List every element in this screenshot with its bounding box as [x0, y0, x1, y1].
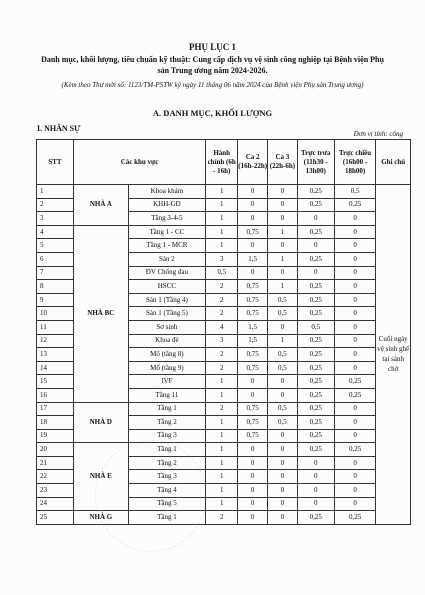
cell-afternoon: 0 — [334, 348, 376, 362]
cell-shift2: 0 — [238, 198, 268, 212]
cell-admin: 1 — [206, 497, 238, 511]
cell-admin: 1 — [206, 198, 238, 212]
cell-shift2: 0 — [238, 497, 268, 511]
cell-zone: Sản 2 — [128, 252, 205, 266]
cell-stt: 8 — [37, 280, 74, 294]
cell-admin: 2 — [206, 280, 238, 294]
section-1-heading: I. NHÂN SỰ — [37, 124, 81, 133]
cell-stt: 19 — [37, 429, 74, 443]
cell-shift3: 1 — [268, 225, 298, 239]
table-row — [37, 511, 411, 525]
cell-noon: 0 — [297, 497, 334, 511]
header-area: Các khu vực — [73, 140, 205, 185]
cell-stt: 1 — [37, 185, 74, 199]
cell-admin: 1 — [206, 185, 238, 199]
cell-afternoon: 0 — [334, 225, 376, 239]
cell-admin: 4 — [206, 320, 238, 334]
cell-noon: 0 — [297, 456, 334, 470]
cell-afternoon: 0,25 — [334, 511, 376, 525]
cell-afternoon: 0 — [334, 416, 376, 430]
cell-zone: Tầng 2 — [128, 456, 205, 470]
cell-noon: 0,25 — [297, 416, 334, 430]
cell-noon: 0,25 — [297, 511, 334, 525]
cell-admin: 1 — [206, 225, 238, 239]
cell-noon: 0 — [297, 470, 334, 484]
header-shift3: Ca 3 (22h-6h) — [268, 140, 298, 185]
cell-admin: 3 — [206, 252, 238, 266]
cell-admin: 1 — [206, 212, 238, 226]
cell-afternoon: 0 — [334, 320, 376, 334]
cell-afternoon: 0 — [334, 484, 376, 498]
cell-stt: 14 — [37, 361, 74, 375]
table-body — [37, 185, 411, 525]
cell-afternoon: 0,5 — [334, 185, 376, 199]
cell-shift2: 0,75 — [238, 416, 268, 430]
cell-noon: 0,25 — [297, 375, 334, 389]
cell-zone: Tầng 2 — [128, 416, 205, 430]
cell-admin: 1 — [206, 456, 238, 470]
cell-shift2: 0,75 — [238, 429, 268, 443]
cell-noon: 0 — [297, 484, 334, 498]
cell-afternoon: 0 — [334, 456, 376, 470]
cell-shift2: 0 — [238, 375, 268, 389]
cell-shift3: 0,5 — [268, 293, 298, 307]
cell-admin: 1 — [206, 429, 238, 443]
cell-shift2: 0 — [238, 511, 268, 525]
cell-stt: 24 — [37, 497, 74, 511]
section-a-heading: A. DANH MỤC, KHỐI LƯỢNG — [152, 108, 273, 118]
table-row — [37, 225, 411, 239]
cell-shift3: 0 — [268, 388, 298, 402]
cell-afternoon: 0 — [334, 212, 376, 226]
cell-shift3: 0,5 — [268, 307, 298, 321]
cell-shift2: 0 — [238, 239, 268, 253]
cell-admin: 2 — [206, 293, 238, 307]
cell-admin: 1 — [206, 416, 238, 430]
cell-zone: HSCC — [128, 280, 205, 294]
header-admin: Hành chính (6h - 16h) — [206, 140, 238, 185]
cell-shift3: 1 — [268, 252, 298, 266]
cell-shift3: 0 — [268, 456, 298, 470]
cell-zone: IVF — [128, 375, 205, 389]
cell-zone: Mổ (tầng 8) — [128, 348, 205, 362]
cell-stt: 4 — [37, 225, 74, 239]
staffing-table — [36, 139, 411, 525]
cell-shift2: 0 — [238, 266, 268, 280]
cell-afternoon: 0 — [334, 334, 376, 348]
cell-admin: 1 — [206, 239, 238, 253]
cell-zone: Tầng 1 — [128, 511, 205, 525]
cell-admin: 3 — [206, 334, 238, 348]
cell-building: NHÀ D — [73, 402, 128, 443]
cell-noon: 0,25 — [297, 388, 334, 402]
cell-zone: Tầng 4 — [128, 484, 205, 498]
cell-afternoon: 0 — [334, 307, 376, 321]
cell-shift2: 0,75 — [238, 280, 268, 294]
cell-zone: Khoa đẻ — [128, 334, 205, 348]
cell-stt: 21 — [37, 456, 74, 470]
cell-zone: Tầng 5 — [128, 497, 205, 511]
cell-afternoon: 0 — [334, 252, 376, 266]
cell-afternoon: 0,25 — [334, 375, 376, 389]
cell-stt: 5 — [37, 239, 74, 253]
cell-shift2: 0 — [238, 443, 268, 457]
cell-shift2: 0,75 — [238, 348, 268, 362]
cell-shift3: 0 — [268, 443, 298, 457]
cell-shift3: 0 — [268, 375, 298, 389]
cell-shift3: 0 — [268, 497, 298, 511]
cell-admin: 1 — [206, 375, 238, 389]
cell-shift2: 0,75 — [238, 225, 268, 239]
cell-shift3: 0,5 — [268, 416, 298, 430]
cell-stt: 3 — [37, 212, 74, 226]
cell-afternoon: 0 — [334, 266, 376, 280]
cell-afternoon: 0,25 — [334, 388, 376, 402]
cell-stt: 12 — [37, 334, 74, 348]
cell-shift2: 0,75 — [238, 361, 268, 375]
cell-noon: 0,5 — [297, 320, 334, 334]
cell-building: NHÀ A — [73, 185, 128, 226]
cell-zone: Khoa khám — [128, 185, 205, 199]
cell-noon: 0,25 — [297, 348, 334, 362]
header-noon: Trực trưa (11h30 - 13h00) — [297, 140, 334, 185]
cell-afternoon: 0 — [334, 239, 376, 253]
cell-shift2: 1,5 — [238, 252, 268, 266]
cell-zone: Tầng 1 — [128, 402, 205, 416]
cell-admin: 1 — [206, 484, 238, 498]
header-note: Ghi chú — [376, 140, 411, 185]
cell-zone: Tầng 3 — [128, 470, 205, 484]
cell-afternoon: 0,25 — [334, 443, 376, 457]
cell-noon: 0 — [297, 212, 334, 226]
cell-afternoon: 0 — [334, 497, 376, 511]
cell-stt: 11 — [37, 320, 74, 334]
cell-shift3: 0 — [268, 320, 298, 334]
cell-shift3: 0 — [268, 511, 298, 525]
cell-stt: 18 — [37, 416, 74, 430]
cell-admin: 1 — [206, 388, 238, 402]
appendix-title: PHỤ LỤC 1 — [189, 42, 236, 52]
cell-zone: Mổ (tầng 9) — [128, 361, 205, 375]
cell-noon: 0,25 — [297, 334, 334, 348]
cell-shift2: 0 — [238, 470, 268, 484]
cell-noon: 0,25 — [297, 185, 334, 199]
cell-noon: 0,25 — [297, 252, 334, 266]
cell-zone: ĐV Chống đau — [128, 266, 205, 280]
cell-admin: 2 — [206, 511, 238, 525]
cell-shift3: 0 — [268, 212, 298, 226]
cell-admin: 2 — [206, 307, 238, 321]
cell-stt: 7 — [37, 266, 74, 280]
header-stt: STT — [37, 140, 74, 185]
cell-zone: Tầng 11 — [128, 388, 205, 402]
cell-noon: 0,25 — [297, 280, 334, 294]
cell-shift3: 0 — [268, 239, 298, 253]
table-row — [37, 185, 411, 199]
cell-shift2: 0 — [238, 388, 268, 402]
cell-zone: Tầng 1 - CC — [128, 225, 205, 239]
cell-afternoon: 0 — [334, 280, 376, 294]
cell-afternoon: 0 — [334, 293, 376, 307]
cell-noon: 0,25 — [297, 198, 334, 212]
cell-shift3: 1 — [268, 280, 298, 294]
cell-shift2: 0,75 — [238, 293, 268, 307]
cell-stt: 10 — [37, 307, 74, 321]
cell-admin: 1 — [206, 443, 238, 457]
cell-stt: 15 — [37, 375, 74, 389]
table-row — [37, 402, 411, 416]
cell-shift3: 0 — [268, 266, 298, 280]
header-shift2: Ca 2 (16h-22h) — [238, 140, 268, 185]
cell-shift2: 0,75 — [238, 402, 268, 416]
cell-stt: 13 — [37, 348, 74, 362]
cell-noon: 0,25 — [297, 307, 334, 321]
cell-admin: 2 — [206, 402, 238, 416]
cell-shift3: 0,5 — [268, 361, 298, 375]
cell-noon: 0,25 — [297, 443, 334, 457]
cell-shift2: 0,75 — [238, 307, 268, 321]
attachment-note: (Kèm theo Thư mời số: 1123/TM-PSTW ký ngày 11 tháng 06 năm 2024 của Bệnh viện Phụ sản Trung ương) — [61, 81, 364, 89]
cell-stt: 23 — [37, 484, 74, 498]
cell-stt: 17 — [37, 402, 74, 416]
cell-noon: 0,25 — [297, 361, 334, 375]
cell-shift2: 0 — [238, 456, 268, 470]
cell-afternoon: 0 — [334, 402, 376, 416]
cell-zone: Sản 1 (Tầng 4) — [128, 293, 205, 307]
cell-zone: Tầng 3-4-5 — [128, 212, 205, 226]
cell-zone: Sản 1 (Tầng 5) — [128, 307, 205, 321]
cell-admin: 2 — [206, 348, 238, 362]
cell-zone: Sơ sinh — [128, 320, 205, 334]
cell-zone: Tầng 1 - MCR — [128, 239, 205, 253]
document-subtitle: Danh mục, khối lượng, tiêu chuẩn kỹ thuật: Cung cấp dịch vụ vệ sinh công nghiệp tại Bệnh viện Phụ sản Trung ương năm 2024-2026. — [41, 55, 384, 75]
cell-shift2: 1,5 — [238, 334, 268, 348]
table-header-row — [37, 140, 411, 185]
cell-shift2: 0 — [238, 484, 268, 498]
cell-noon: 0 — [297, 266, 334, 280]
cell-stt: 22 — [37, 470, 74, 484]
cell-afternoon: 0,25 — [334, 198, 376, 212]
cell-stt: 6 — [37, 252, 74, 266]
cell-shift3: 1 — [268, 334, 298, 348]
unit-label: Đơn vị tính: công — [353, 130, 403, 138]
cell-admin: 2 — [206, 361, 238, 375]
cell-zone: Tầng 1 — [128, 443, 205, 457]
cell-shift2: 1,5 — [238, 320, 268, 334]
cell-zone: KHH-GĐ — [128, 198, 205, 212]
cell-building: NHÀ BC — [73, 225, 128, 402]
cell-building: NHÀ E — [73, 443, 128, 511]
cell-admin: 1 — [206, 470, 238, 484]
cell-building: NHÀ G — [73, 511, 128, 525]
cell-afternoon: 0 — [334, 429, 376, 443]
cell-admin: 0,5 — [206, 266, 238, 280]
header-afternoon: Trực chiều (16h00 - 18h00) — [334, 140, 376, 185]
cell-afternoon: 0 — [334, 361, 376, 375]
cell-shift3: 0 — [268, 484, 298, 498]
cell-noon: 0,25 — [297, 402, 334, 416]
cell-zone: Tầng 3 — [128, 429, 205, 443]
cell-shift2: 0 — [238, 185, 268, 199]
cell-noon: 0,25 — [297, 293, 334, 307]
cell-shift3: 0 — [268, 185, 298, 199]
cell-stt: 2 — [37, 198, 74, 212]
cell-shift3: 0 — [268, 470, 298, 484]
cell-shift3: 0 — [268, 429, 298, 443]
cell-stt: 16 — [37, 388, 74, 402]
cell-noon: 0 — [297, 239, 334, 253]
cell-shift2: 0 — [238, 212, 268, 226]
cell-stt: 9 — [37, 293, 74, 307]
cell-noon: 0,25 — [297, 429, 334, 443]
cell-noon: 0,25 — [297, 225, 334, 239]
cell-note: Cuối ngày vệ sinh ghế tại sảnh chờ — [376, 185, 411, 525]
cell-shift3: 0,5 — [268, 402, 298, 416]
table-row — [37, 443, 411, 457]
cell-stt: 25 — [37, 511, 74, 525]
cell-shift3: 0,5 — [268, 348, 298, 362]
cell-shift3: 0 — [268, 198, 298, 212]
cell-afternoon: 0 — [334, 470, 376, 484]
cell-stt: 20 — [37, 443, 74, 457]
